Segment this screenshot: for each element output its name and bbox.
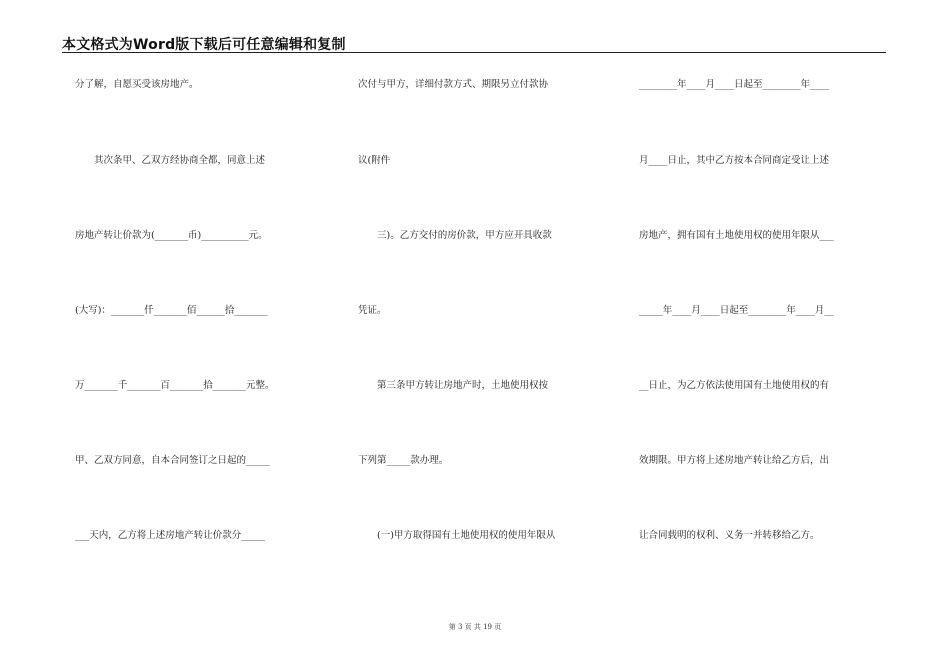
column-1-line-7: ___天内，乙方将上述房地产转让价款分_____ [75,530,266,541]
column-1-line-2: 其次条甲、乙双方经协商全都，同意上述 [75,155,266,166]
column-3-line-6: 效期限。甲方将上述房地产转让给乙方后，出 [639,455,830,466]
column-2-line-2: 议(附件 [358,155,391,166]
column-1-line-6: 甲、乙双方同意，自本合同签订之日起的_____ [75,455,270,466]
column-1-line-3: 房地产转让价款为(_______币)__________元。 [75,230,268,241]
column-1-line-4: (大写)：_______仟_______佰______拾_______ [75,305,268,316]
column-3-line-5: __日止，为乙方依法使用国有土地使用权的有 [639,380,830,391]
page-number-footer: 第 3 页 共 19 页 [448,623,502,631]
column-2-line-6: 下列第_____款办理。 [358,455,449,466]
header-divider [62,52,886,53]
document-header-title: 本文格式为Word版下载后可任意编辑和复制 [62,37,346,53]
column-3-line-4: _____年____月____日起至________年____月__ [639,305,834,316]
column-1-line-5: 万_______千_______百_______拾_______元整。 [75,380,275,391]
column-2-line-7: (一)甲方取得国有土地使用权的使用年限从 [358,530,556,541]
column-3-line-7: 让合同载明的权利、义务一并转移给乙方。 [639,530,820,541]
column-3-line-2: 月____日止，其中乙方按本合同商定受让上述 [639,155,830,166]
column-2-line-4: 凭证。 [358,305,387,316]
column-3-line-1: ________年____月____日起至________年____ [639,79,830,90]
column-2-line-5: 第三条甲方转让房地产时，土地使用权按 [358,380,549,391]
column-2-line-1: 次付与甲方，详细付款方式、期限另立付款协 [358,79,549,90]
column-1-line-1: 分了解，自愿买受该房地产。 [75,79,199,90]
column-3-line-3: 房地产，拥有国有土地使用权的使用年限从___ [639,230,834,241]
column-2-line-3: 三)。乙方交付的房价款，甲方应开具收款 [358,230,552,241]
